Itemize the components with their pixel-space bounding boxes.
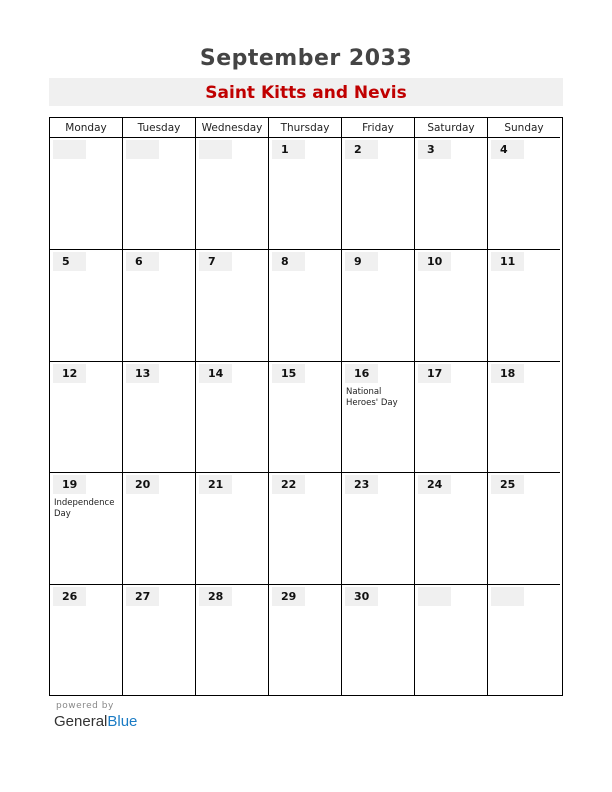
day-cell [269,138,342,250]
day-number: 25 [491,475,524,494]
day-cell-empty [50,138,123,250]
day-cell [50,362,123,473]
day-number: 30 [345,587,378,606]
calendar-title: September 2033 [199,46,413,71]
day-number: 18 [491,364,524,383]
brand-general: General [54,713,108,730]
day-number: 8 [272,252,305,271]
day-cell [342,250,415,362]
day-number [199,140,232,159]
day-cell [123,473,196,585]
day-cell [488,138,560,250]
day-cell-empty [488,585,560,695]
brand-blue: Blue [107,713,138,730]
day-cell [196,250,269,362]
day-number: 22 [272,475,305,494]
day-number: 24 [418,475,451,494]
generalblue-logo[interactable] [54,713,137,730]
day-cell [342,138,415,250]
day-number: 10 [418,252,451,271]
holiday-label: Independence Day [54,498,115,519]
weekday-header-saturday: Saturday [415,118,488,138]
day-number: 5 [53,252,86,271]
holiday-label: National Heroes' Day [346,387,398,408]
day-cell [196,473,269,585]
day-cell-holiday [342,362,415,473]
day-cell [196,362,269,473]
day-cell [196,585,269,695]
country-banner: Saint Kitts and Nevis [49,78,563,106]
day-cell [50,250,123,362]
day-number: 19 [53,475,86,494]
day-number [491,587,524,606]
day-cell [488,362,560,473]
day-number: 29 [272,587,305,606]
day-cell [269,585,342,695]
day-number: 7 [199,252,232,271]
weekday-header-thursday: Thursday [269,118,342,138]
day-cell-empty [196,138,269,250]
day-number: 15 [272,364,305,383]
day-number: 20 [126,475,159,494]
powered-by-text: powered by [56,701,114,711]
day-cell [415,250,488,362]
day-number: 12 [53,364,86,383]
day-number: 14 [199,364,232,383]
day-cell [269,362,342,473]
day-number [418,587,451,606]
day-cell [415,138,488,250]
day-cell [123,585,196,695]
day-cell [488,473,560,585]
weekday-header-monday: Monday [50,118,123,138]
day-number: 26 [53,587,86,606]
day-cell [488,250,560,362]
day-cell [50,585,123,695]
day-number: 2 [345,140,378,159]
day-cell [342,473,415,585]
day-cell [415,473,488,585]
day-number: 1 [272,140,305,159]
day-number: 13 [126,364,159,383]
weekday-header-wednesday: Wednesday [196,118,269,138]
day-number: 11 [491,252,524,271]
day-cell-empty [415,585,488,695]
day-number: 27 [126,587,159,606]
day-number: 3 [418,140,451,159]
day-number: 4 [491,140,524,159]
day-number: 23 [345,475,378,494]
day-cell [123,362,196,473]
weekday-header-sunday: Sunday [488,118,560,138]
day-cell [269,473,342,585]
day-number [126,140,159,159]
weekday-header-tuesday: Tuesday [123,118,196,138]
day-cell [342,585,415,695]
day-number [53,140,86,159]
day-cell [415,362,488,473]
day-cell [269,250,342,362]
day-number: 16 [345,364,378,383]
day-number: 28 [199,587,232,606]
day-cell [123,250,196,362]
day-number: 6 [126,252,159,271]
weekday-header-friday: Friday [342,118,415,138]
day-number: 21 [199,475,232,494]
day-cell-empty [123,138,196,250]
day-number: 9 [345,252,378,271]
day-number: 17 [418,364,451,383]
day-cell-holiday [50,473,123,585]
calendar-grid [49,117,563,696]
